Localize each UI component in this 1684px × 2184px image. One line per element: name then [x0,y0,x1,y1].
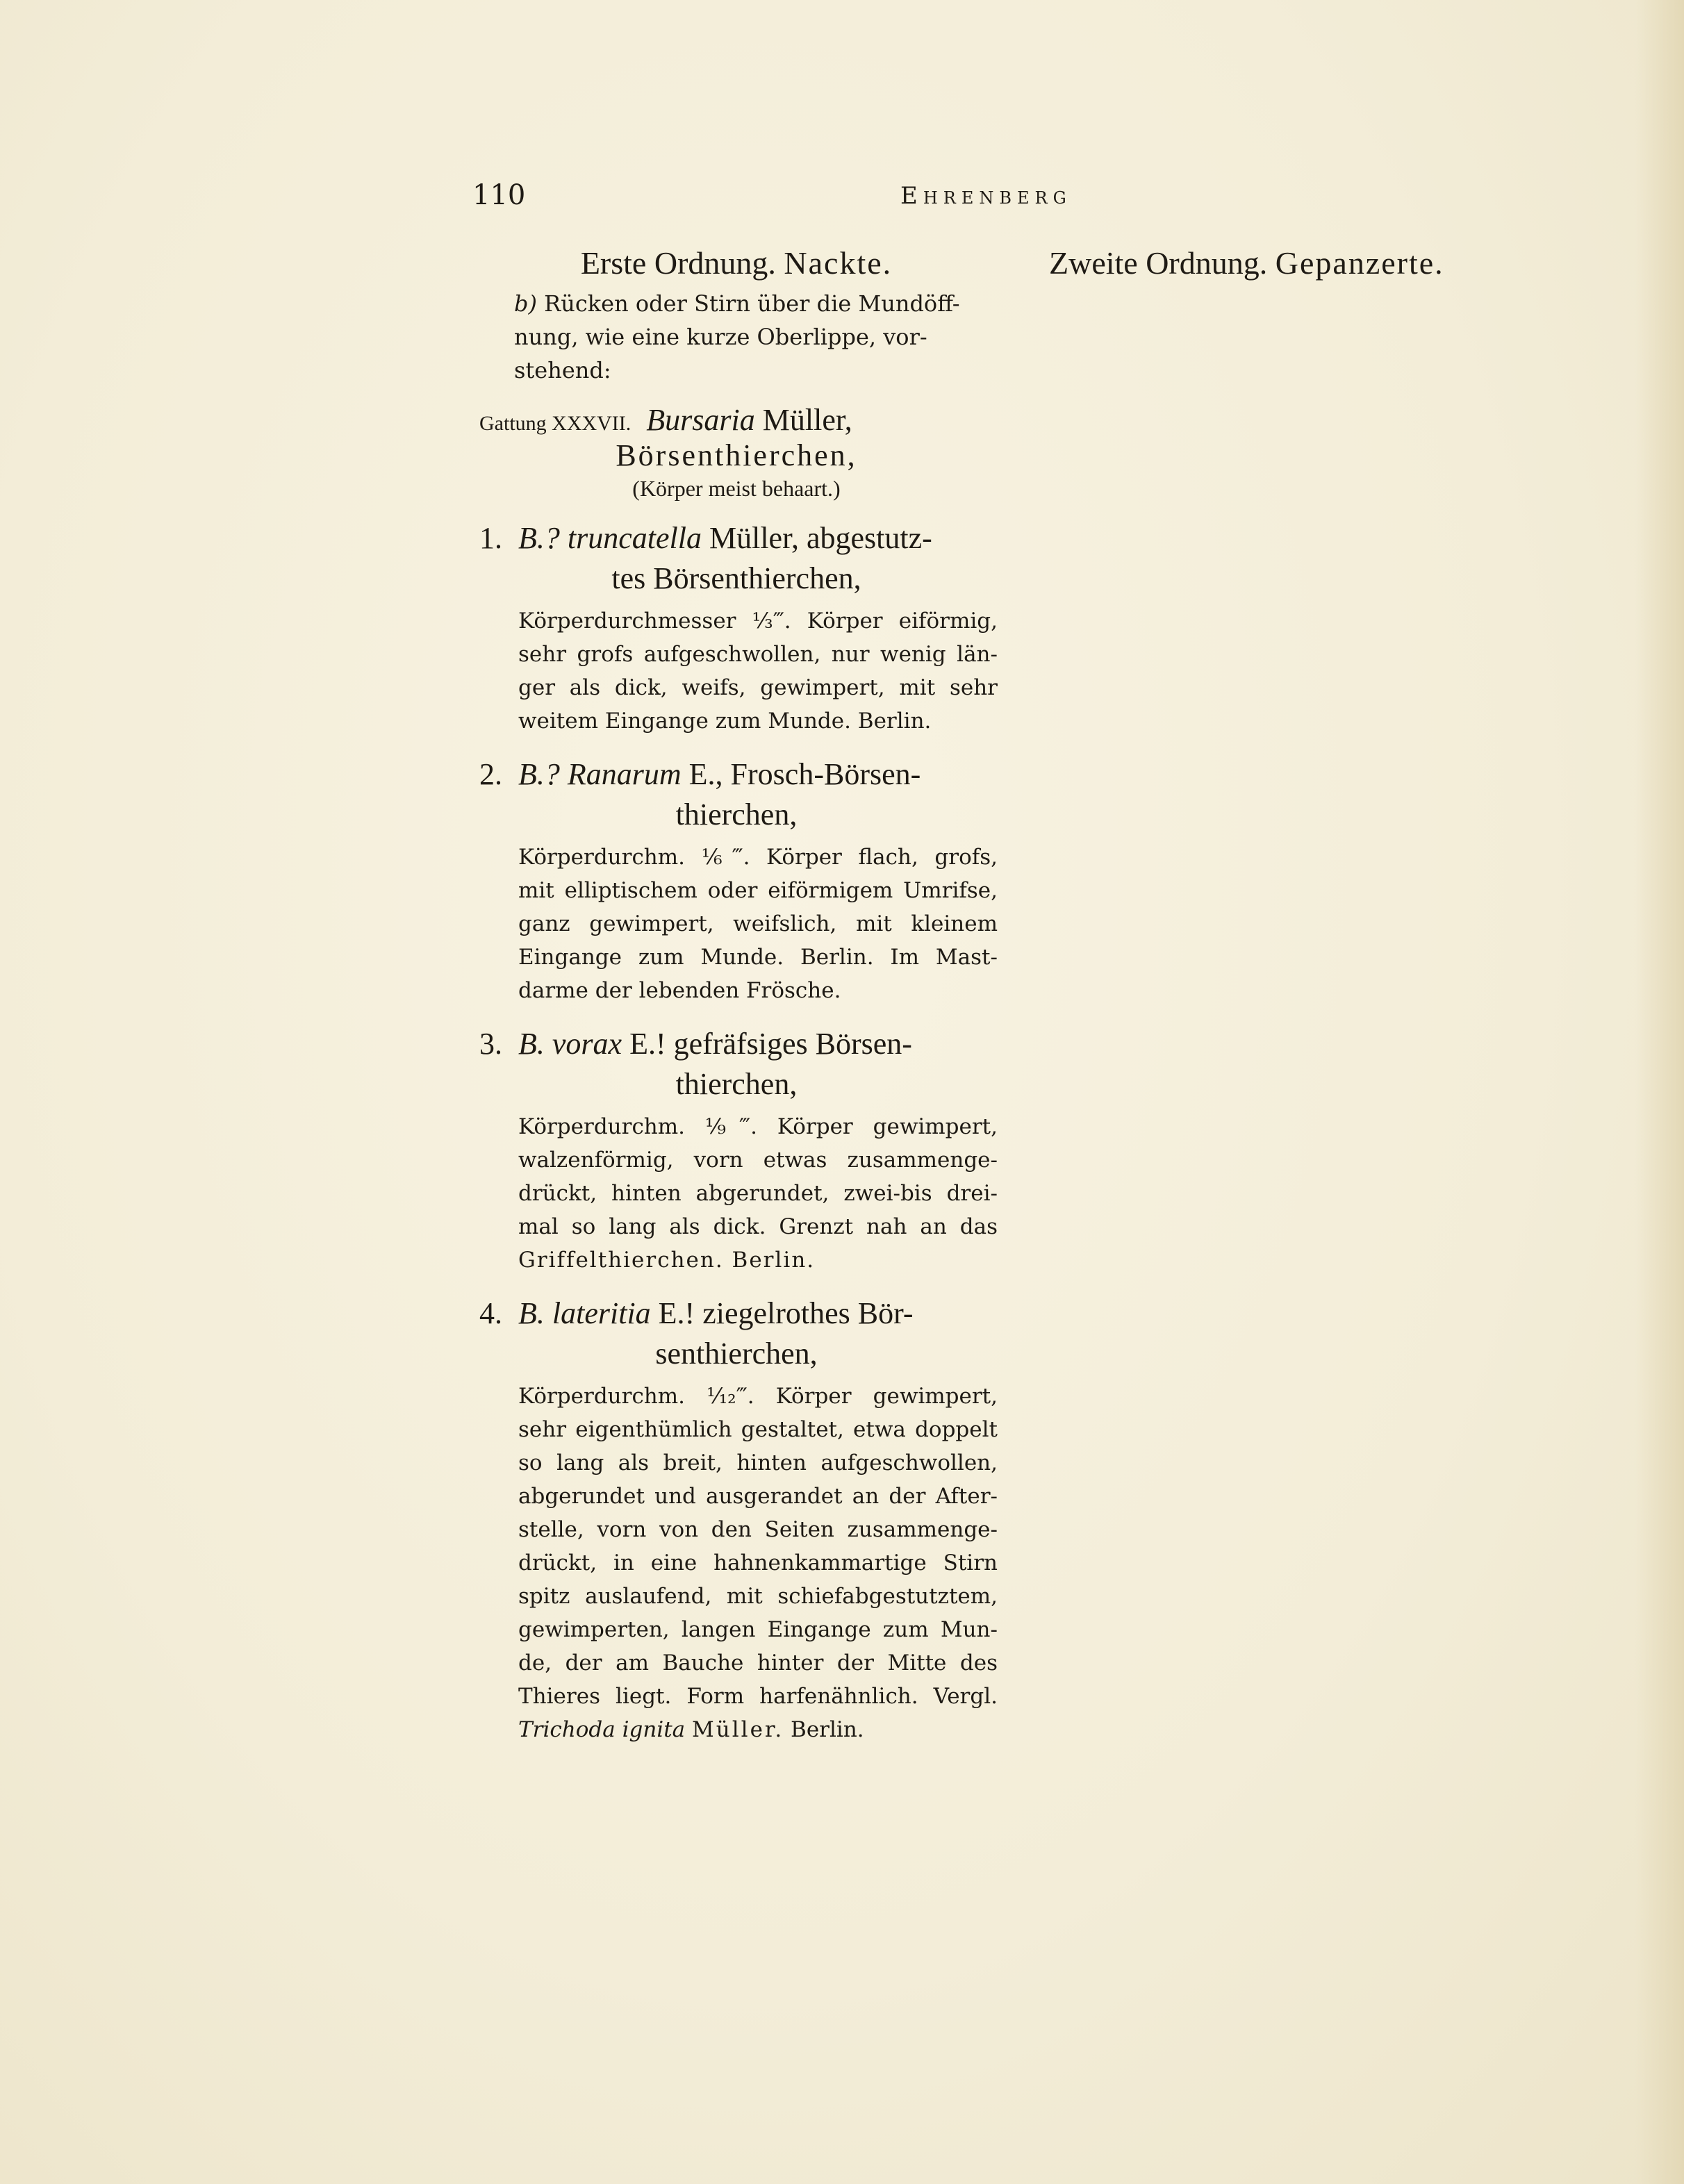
species-title: 1. B.? truncatella Müller, abgestutz- [479,521,932,555]
left-column [479,245,1007,1746]
species-entry [479,1293,1007,1746]
section-b-line: stehend: [514,357,611,383]
order-title-left: Erste Ordnung. Nackte. [580,245,893,281]
species-title-cont: thierchen, [675,1067,798,1101]
genus-title [479,402,1007,438]
species-title: 3. B. vorax E.! gefräfsiges Börsen- [479,1027,912,1061]
species-description: Körperdurchm. ¹⁄₁₂‴. Körper gewimpert, sehr eigenthümlich gestaltet, etwa doppelt so lang als breit, hinten aufgeschwollen, abgerundet und ausgerandet an der After- stelle, vorn von den Seiten zusammenge- drückt, in eine hahnenkammartige Stirn spitz auslaufend, mit schiefabgestutztem, gewimperten, langen Eingange zum Mun- de, der am Bauche hinter der Mitte des Thieres liegt. Form harfenähnlich. Vergl. Trichoda ignita Müller. Berlin. [518,1380,998,1746]
page-header [463,179,1130,214]
species-entry [479,754,1007,1007]
species-description: Körperdurchm. ⅑‴. Körper gewimpert, walzenförmig, vorn etwas zusammenge- drückt, hinten abgerundet, zwei-bis drei- mal so lang als dick. Grenzt nah an das Griffelthierchen. Berlin. [518,1114,998,1273]
genus-heading [479,402,1007,502]
species-entry [479,518,1007,738]
species-final-line: Trichoda ignita Müller. Berlin. [518,1717,864,1742]
species-description: Körperdurchmesser ⅓‴. Körper eiförmig, sehr grofs aufgeschwollen, nur wenig län- ger als dick, weifs, gewimpert, mit sehr weitem Eingange zum Munde. Berlin. [518,609,998,734]
running-head: Ehrenberg [900,182,1072,210]
species-title-cont: senthierchen, [655,1337,818,1371]
species-title: 4. B. lateritia E.! ziegelrothes Bör- [479,1296,914,1330]
species-title-cont: tes Börsenthierchen, [611,561,861,595]
genus-note: (Körper meist behaart.) [632,476,841,501]
species-title: 2. B.? Ranarum E., Frosch-Börsen- [479,757,921,791]
genus-common-name: Börsenthierchen, [616,438,857,472]
order-title-right: Zweite Ordnung. Gepanzerte. [1049,245,1444,281]
section-b-line: b) Rücken oder Stirn über die Mundöff- [514,290,960,317]
page-edge-shadow [1635,0,1684,2184]
section-b-line: nung, wie eine kurze Oberlippe, vor- [514,324,927,350]
page-number: 110 [472,179,526,211]
genus-label: Gattung XXXVII. [479,412,632,435]
section-b-description [514,287,993,387]
species-entry [479,1024,1007,1277]
species-title-cont: thierchen, [675,797,798,832]
genus-author: Müller, [762,403,852,437]
species-description: Körperdurchm. ⅙‴. Körper flach, grofs, mit elliptischem oder eiförmigem Umrifse, ganz gewimpert, weifslich, mit kleinem Eingange zum Munde. Berlin. Im Mast- darme der lebenden Frösche. [518,845,998,1003]
genus-name: Bursaria [646,403,755,437]
